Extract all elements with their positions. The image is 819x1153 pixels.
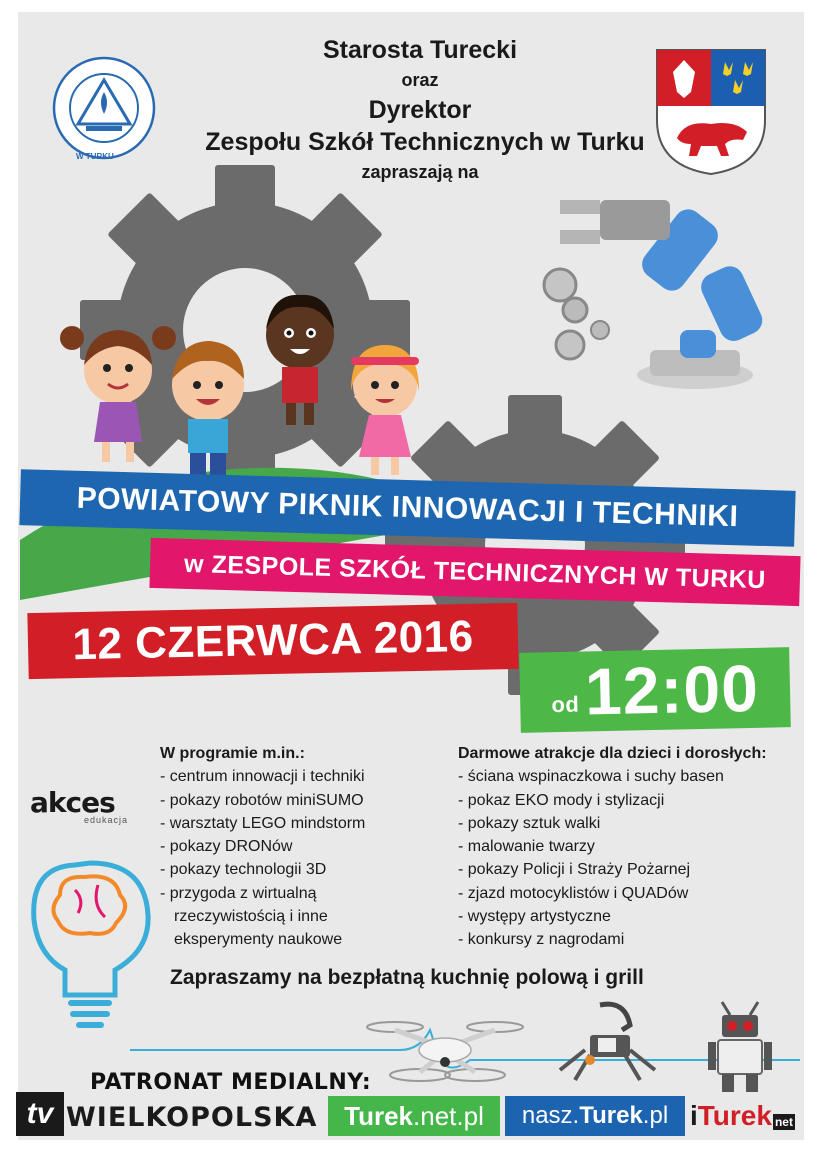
event-date: 12 CZERWCA 2016: [71, 611, 475, 670]
list-item: - pokazy Policji i Straży Pożarnej: [458, 861, 691, 879]
list-item: - występy artystyczne: [458, 908, 611, 926]
list-item: - zjazd motocyklistów i QUADów: [458, 884, 689, 902]
nasz-prefix: nasz.: [521, 1102, 580, 1129]
header-oraz: oraz: [401, 70, 439, 90]
program-title: W programie m.in.:: [160, 745, 305, 762]
robot-scorpion-icon: [560, 1004, 655, 1080]
header-school: Zespołu Szkół Technicznych w Turku: [205, 128, 645, 156]
list-item: - pokazy robotów miniSUMO: [160, 791, 364, 809]
event-time: 12:00: [584, 650, 760, 729]
header-dyrektor: Dyrektor: [368, 96, 472, 124]
header-invite: zapraszają na: [361, 162, 479, 182]
event-title: POWIATOWY PIKNIK INNOWACJI I TECHNIKI: [76, 481, 739, 534]
akces-subtitle: edukacja: [84, 815, 129, 825]
list-item: - centrum innowacji i techniki: [160, 768, 365, 786]
turek-net-domain: .net.pl: [413, 1100, 484, 1131]
list-item: eksperymenty naukowe: [174, 931, 343, 949]
time-from-label: od: [551, 691, 580, 718]
venue-text: w ZESPOLE SZKÓŁ TECHNICZNYCH W TURKU: [183, 549, 767, 594]
kitchen-invite: Zapraszamy na bezpłatną kuchnię polową i grill: [170, 966, 644, 989]
list-item: - pokazy technologii 3D: [160, 861, 327, 879]
seal-bottom-text: W TURKU: [76, 152, 114, 161]
list-item: - pokazy sztuk walki: [458, 814, 601, 832]
nasz-turek: Turek: [579, 1102, 643, 1129]
patronat-label: PATRONAT MEDIALNY:: [90, 1070, 372, 1095]
header-starosta: Starosta Turecki: [322, 36, 518, 64]
drone-icon: [367, 1022, 523, 1081]
list-item: - malowanie twarzy: [458, 838, 595, 856]
nasz-turek-logo: [505, 1096, 685, 1136]
akces-logo: akces: [30, 786, 115, 819]
iturek-logo: [690, 1096, 795, 1136]
iturek-name: Turek: [697, 1100, 772, 1131]
iturek-net: net: [774, 1115, 793, 1129]
list-item: - przygoda z wirtualną: [160, 884, 317, 902]
list-item: - pokaz EKO mody i stylizacji: [458, 791, 665, 809]
turek-net-logo: [328, 1096, 500, 1136]
list-item: - warsztaty LEGO mindstorm: [160, 814, 366, 832]
list-item: - pokazy DRONów: [160, 838, 293, 856]
turek-net-bold: Turek: [344, 1100, 414, 1131]
list-item: - konkursy z nagrodami: [458, 931, 625, 949]
iturek-i: i: [690, 1100, 698, 1131]
list-item: rzeczywistością i inne: [174, 908, 328, 926]
robot-icon: [708, 1002, 772, 1092]
wielkopolska-logo: WIELKOPOLSKA: [66, 1101, 318, 1133]
nasz-domain: .pl: [642, 1102, 669, 1129]
list-item: - ściana wspinaczkowa i suchy basen: [458, 768, 724, 786]
attractions-title: Darmowe atrakcje dla dzieci i dorosłych:: [458, 745, 767, 762]
tv-logo: tv: [16, 1092, 64, 1136]
